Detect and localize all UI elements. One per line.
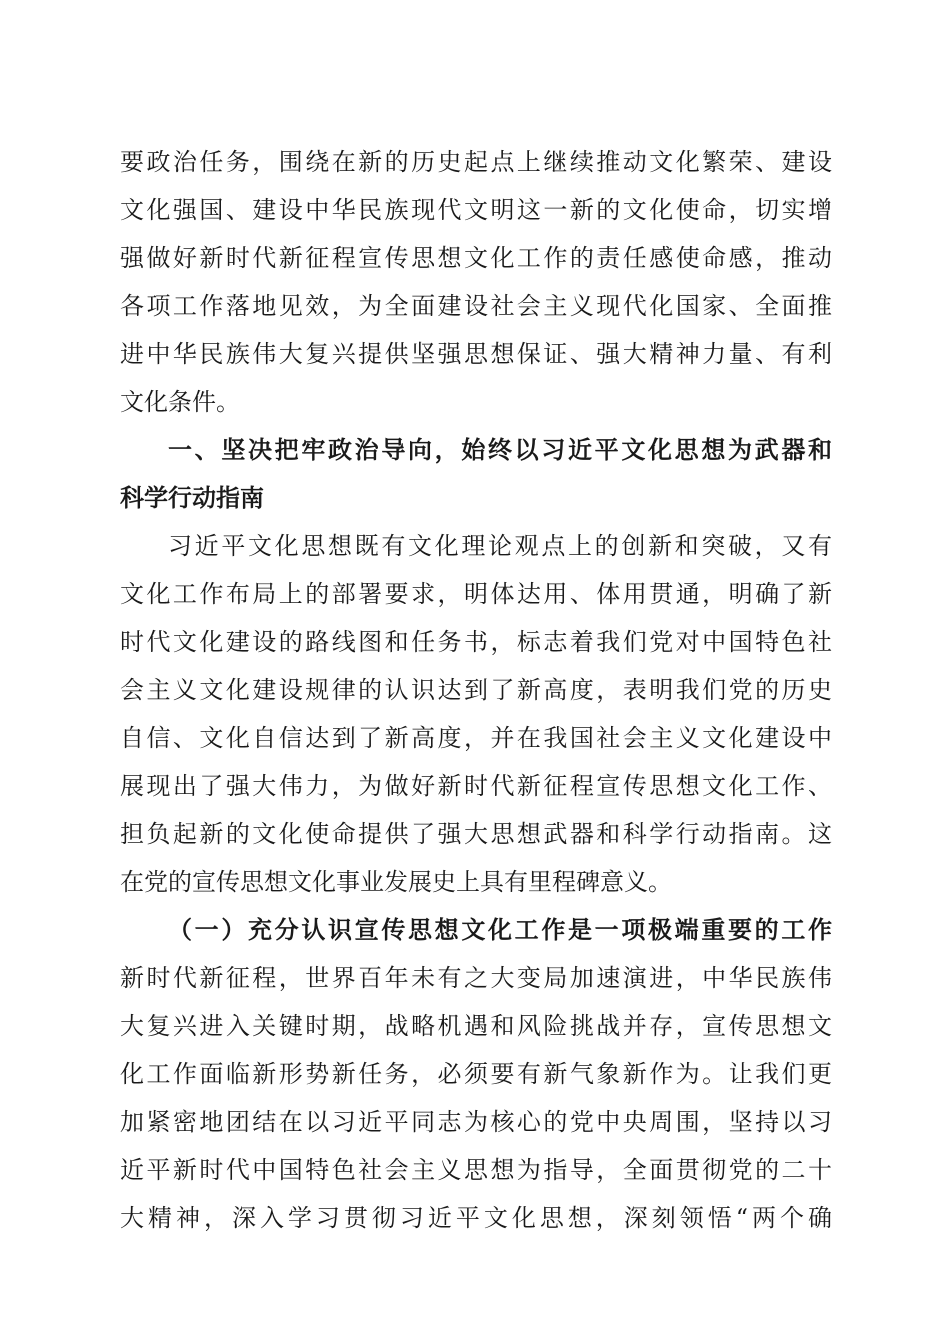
document-body xyxy=(120,138,832,1242)
paragraph-line: 各项工作落地见效，为全面建设社会主义现代化国家、全面推 xyxy=(120,292,832,320)
paragraph-line: 化工作面临新形势新任务，必须要有新气象新作为。让我们更 xyxy=(120,1060,832,1088)
paragraph-line: 加紧密地团结在以习近平同志为核心的党中央周围，坚持以习 xyxy=(120,1108,832,1136)
paragraph-line: 时代文化建设的路线图和任务书，标志着我们党对中国特色社 xyxy=(120,628,832,656)
paragraph-line: 自信、文化自信达到了新高度，并在我国社会主义文化建设中 xyxy=(120,724,832,752)
paragraph-line: 要政治任务，围绕在新的历史起点上继续推动文化繁荣、建设 xyxy=(120,148,832,176)
subsection-heading: （一）充分认识宣传思想文化工作是一项极端重要的工作 xyxy=(168,915,832,944)
section-heading: 科学行动指南 xyxy=(120,484,264,512)
paragraph-line: 大复兴进入关键时期，战略机遇和风险挑战并存，宣传思想文 xyxy=(120,1012,832,1040)
paragraph-line: 进中华民族伟大复兴提供坚强思想保证、强大精神力量、有利 xyxy=(120,340,832,368)
paragraph-line: 文化条件。 xyxy=(120,388,240,416)
paragraph-line: 展现出了强大伟力，为做好新时代新征程宣传思想文化工作、 xyxy=(120,772,832,800)
paragraph-line: 强做好新时代新征程宣传思想文化工作的责任感使命感，推动 xyxy=(120,244,832,272)
paragraph-line: 文化强国、建设中华民族现代文明这一新的文化使命，切实增 xyxy=(120,196,832,224)
paragraph-line: 在党的宣传思想文化事业发展史上具有里程碑意义。 xyxy=(120,868,672,896)
paragraph-line: 担负起新的文化使命提供了强大思想武器和科学行动指南。这 xyxy=(120,820,832,848)
paragraph-line: 大精神，深入学习贯彻习近平文化思想，深刻领悟“两个确 xyxy=(120,1204,832,1232)
paragraph-line: 会主义文化建设规律的认识达到了新高度，表明我们党的历史 xyxy=(120,676,832,704)
paragraph-line: 习近平文化思想既有文化理论观点上的创新和突破，又有 xyxy=(168,532,832,560)
paragraph-line: 文化工作布局上的部署要求，明体达用、体用贯通，明确了新 xyxy=(120,580,832,608)
paragraph-line: 新时代新征程，世界百年未有之大变局加速演进，中华民族伟 xyxy=(120,964,832,992)
section-heading: 一、坚决把牢政治导向，始终以习近平文化思想为武器和 xyxy=(168,436,832,464)
paragraph-line: 近平新时代中国特色社会主义思想为指导，全面贯彻党的二十 xyxy=(120,1156,832,1184)
